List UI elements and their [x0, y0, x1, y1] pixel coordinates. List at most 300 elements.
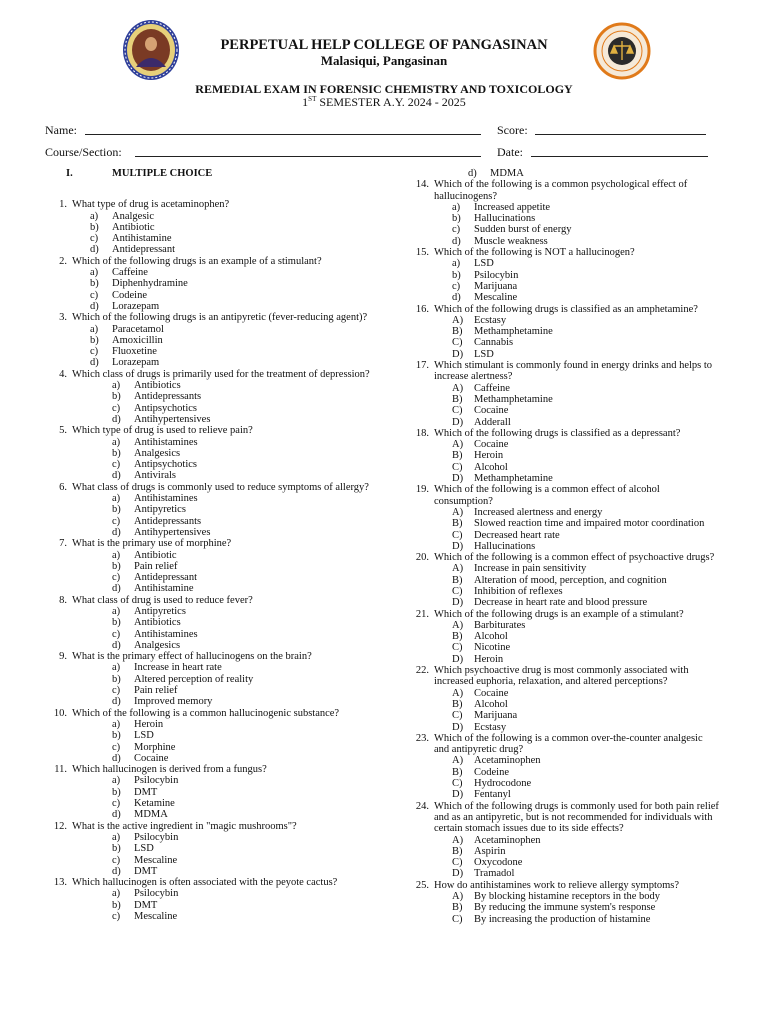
- answer-option[interactable]: [408, 586, 720, 597]
- answer-option[interactable]: [46, 629, 376, 640]
- college-address: Malasiqui, Pangasinan: [320, 53, 448, 68]
- question-number: 21.: [415, 608, 429, 620]
- answer-option[interactable]: [408, 846, 720, 857]
- option-text: Antipsychotics: [134, 402, 197, 414]
- answer-option[interactable]: [46, 504, 376, 515]
- option-letter: a): [112, 718, 121, 730]
- option-text: Nicotine: [474, 642, 511, 654]
- option-letter: D): [452, 789, 464, 801]
- answer-option[interactable]: [408, 394, 720, 405]
- option-letter: c): [112, 572, 121, 584]
- option-letter: a): [112, 605, 121, 617]
- option-text: Lorazepam: [112, 300, 160, 312]
- option-letter: A): [452, 891, 464, 902]
- option-letter: B): [452, 766, 463, 778]
- answer-option[interactable]: [408, 213, 720, 224]
- question-7: [46, 538, 376, 549]
- option-text: Antihypertensives: [134, 413, 211, 425]
- option-letter: d): [112, 526, 121, 538]
- option-text: Paracetamol: [112, 323, 164, 335]
- question-22: [408, 665, 720, 688]
- option-letter: c): [112, 798, 121, 810]
- answer-option[interactable]: [408, 835, 720, 846]
- option-text: Cocaine: [474, 405, 509, 417]
- option-text: By reducing the immune system's response: [474, 902, 656, 914]
- answer-option[interactable]: [408, 563, 720, 574]
- answer-option[interactable]: [408, 891, 720, 902]
- answer-option[interactable]: [408, 767, 720, 778]
- option-letter: c): [112, 911, 121, 922]
- question-text: What type of drug is acetaminophen?: [72, 199, 230, 211]
- answer-option[interactable]: [408, 292, 720, 303]
- answer-option[interactable]: [408, 530, 720, 541]
- question-number: 2.: [59, 255, 67, 267]
- date-label: Date:: [497, 145, 523, 159]
- answer-option[interactable]: [46, 617, 376, 628]
- answer-option[interactable]: [46, 414, 376, 425]
- option-letter: b): [90, 278, 99, 290]
- answer-option[interactable]: [46, 900, 376, 911]
- answer-option[interactable]: [46, 572, 376, 583]
- question-text: What class of drugs is commonly used to reduce symptoms of allergy?: [72, 481, 369, 493]
- option-letter: D): [452, 653, 464, 665]
- option-letter: d): [112, 413, 121, 425]
- option-text: Alcohol: [474, 698, 508, 710]
- question-text: Which of the following drugs is classified as an amphetamine?: [434, 303, 698, 315]
- option-text: Oxycodone: [474, 857, 523, 869]
- answer-option[interactable]: [408, 281, 720, 292]
- answer-option[interactable]: [408, 450, 720, 461]
- answer-option[interactable]: [408, 417, 720, 428]
- option-text: Decrease in heart rate and blood pressure: [474, 597, 648, 609]
- answer-option[interactable]: [408, 620, 720, 631]
- answer-option[interactable]: [46, 719, 376, 730]
- option-text: MDMA: [134, 809, 168, 821]
- answer-option[interactable]: [408, 405, 720, 416]
- answer-option[interactable]: [46, 742, 376, 753]
- option-letter: d): [452, 235, 461, 247]
- answer-option[interactable]: [46, 448, 376, 459]
- answer-option[interactable]: [46, 888, 376, 899]
- option-text: Cannabis: [474, 337, 514, 349]
- answer-option[interactable]: [46, 866, 376, 877]
- option-letter: b): [112, 673, 121, 685]
- answer-option[interactable]: [46, 787, 376, 798]
- answer-option[interactable]: [408, 507, 720, 518]
- answer-option[interactable]: [46, 583, 376, 594]
- option-text: Antihistamine: [112, 233, 172, 245]
- answer-option[interactable]: [408, 462, 720, 473]
- option-text: Antipsychotics: [134, 459, 197, 471]
- option-letter: c): [90, 346, 99, 358]
- question-number: 13.: [53, 877, 67, 889]
- option-letter: a): [90, 210, 99, 222]
- semester-text: SEMESTER A.Y. 2024 - 2025: [316, 95, 466, 109]
- option-text: Increased appetite: [474, 201, 551, 213]
- answer-option[interactable]: [46, 696, 376, 707]
- option-letter: D): [452, 540, 464, 552]
- score-label: Score:: [497, 123, 528, 137]
- carried-option: [408, 168, 720, 179]
- option-text: Heroin: [474, 450, 504, 462]
- option-letter: a): [452, 201, 461, 213]
- answer-option[interactable]: [46, 278, 376, 289]
- question-number: 19.: [415, 484, 429, 496]
- answer-option[interactable]: [46, 459, 376, 470]
- answer-option[interactable]: [46, 911, 376, 922]
- section-number: I.: [66, 168, 73, 179]
- answer-option[interactable]: [46, 662, 376, 673]
- option-letter: c): [112, 628, 121, 640]
- option-text: Acetaminophen: [474, 834, 541, 846]
- question-5: [46, 425, 376, 436]
- option-letter: C): [452, 642, 463, 654]
- option-text: Sudden burst of energy: [474, 224, 572, 236]
- answer-option[interactable]: [46, 798, 376, 809]
- option-text: Antidepressant: [112, 244, 175, 256]
- answer-option[interactable]: [46, 550, 376, 561]
- answer-option[interactable]: [46, 843, 376, 854]
- option-letter: b): [112, 730, 121, 742]
- answer-option[interactable]: [408, 236, 720, 247]
- question-17: [408, 360, 720, 383]
- question-text: Which class of drugs is primarily used for the treatment of depression?: [72, 368, 370, 380]
- question-number: 15.: [415, 247, 429, 259]
- option-text: Antivirals: [134, 470, 176, 482]
- option-text: LSD: [134, 730, 154, 742]
- answer-option[interactable]: [46, 832, 376, 843]
- option-letter: b): [112, 786, 121, 798]
- option-letter: c): [90, 233, 99, 245]
- question-14: [408, 179, 720, 202]
- answer-option[interactable]: [408, 315, 720, 326]
- question-text: Which of the following is NOT a hallucinogen?: [434, 247, 635, 259]
- question-number: 16.: [415, 303, 429, 315]
- answer-option[interactable]: [46, 493, 376, 504]
- answer-option[interactable]: [408, 224, 720, 235]
- answer-option[interactable]: [46, 527, 376, 538]
- college-name: PERPETUAL HELP COLLEGE OF PANGASINAN: [220, 37, 548, 53]
- option-letter: c): [452, 224, 461, 236]
- question-number: 3.: [59, 312, 67, 324]
- answer-option[interactable]: [46, 674, 376, 685]
- question-20: [408, 552, 720, 563]
- answer-option[interactable]: [46, 753, 376, 764]
- option-letter: a): [112, 888, 121, 900]
- option-letter: A): [452, 755, 464, 767]
- answer-option[interactable]: [408, 631, 720, 642]
- option-letter: d): [112, 696, 121, 708]
- option-letter: C): [452, 778, 463, 790]
- option-letter: d): [468, 168, 477, 179]
- option-letter: c): [112, 741, 121, 753]
- option-text: DMT: [134, 899, 158, 911]
- option-text: Antidepressants: [134, 391, 202, 403]
- option-text: MDMA: [490, 168, 524, 179]
- answer-option[interactable]: [408, 383, 720, 394]
- option-letter: b): [112, 391, 121, 403]
- answer-option[interactable]: [408, 710, 720, 721]
- answer-option[interactable]: [46, 775, 376, 786]
- option-letter: C): [452, 857, 463, 869]
- option-text: Ketamine: [134, 798, 175, 810]
- answer-option[interactable]: [408, 258, 720, 269]
- option-text: Antihistamines: [134, 628, 198, 640]
- option-letter: b): [112, 504, 121, 516]
- answer-option[interactable]: [408, 868, 720, 879]
- option-text: Codeine: [474, 766, 509, 778]
- answer-option[interactable]: [408, 778, 720, 789]
- option-text: Slowed reaction time and impaired motor coordination: [474, 518, 705, 530]
- section-title: MULTIPLE CHOICE: [112, 168, 213, 179]
- option-text: Cocaine: [474, 687, 509, 699]
- answer-option[interactable]: [408, 914, 720, 925]
- answer-option[interactable]: [46, 324, 376, 335]
- option-text: Fentanyl: [474, 789, 511, 801]
- option-text: Inhibition of reflexes: [474, 585, 563, 597]
- answer-option[interactable]: [46, 301, 376, 312]
- answer-option[interactable]: [46, 222, 376, 233]
- score-field[interactable]: [535, 134, 706, 135]
- option-text: Antipyretics: [134, 605, 186, 617]
- name-field[interactable]: [85, 134, 481, 135]
- option-letter: b): [112, 899, 121, 911]
- answer-option[interactable]: [408, 642, 720, 653]
- option-letter: d): [90, 244, 99, 256]
- answer-option[interactable]: [46, 290, 376, 301]
- option-letter: d): [90, 357, 99, 369]
- question-10: [46, 708, 376, 719]
- question-text: What is the active ingredient in "magic mushrooms"?: [72, 820, 297, 832]
- question-text: Which psychoactive drug is most commonly associated with increased euphoria, relaxation, and altered perceptions?: [434, 665, 689, 688]
- answer-option[interactable]: [408, 202, 720, 213]
- semester-number: 1: [302, 95, 309, 109]
- option-text: Adderall: [474, 416, 511, 428]
- option-text: Increase in pain sensitivity: [474, 563, 587, 575]
- option-letter: b): [112, 447, 121, 459]
- option-letter: a): [112, 831, 121, 843]
- option-letter: d): [112, 639, 121, 651]
- answer-option[interactable]: [46, 233, 376, 244]
- question-number: 9.: [59, 651, 67, 663]
- option-text: LSD: [474, 258, 494, 270]
- answer-option[interactable]: [408, 688, 720, 699]
- option-letter: a): [112, 493, 121, 505]
- option-text: Decreased heart rate: [474, 529, 560, 541]
- answer-option[interactable]: [408, 337, 720, 348]
- option-text: Psilocybin: [134, 888, 179, 900]
- right-column: [408, 168, 720, 925]
- question-9: [46, 651, 376, 662]
- option-text: Antihistamine: [134, 583, 194, 595]
- question-text: Which of the following drugs is classified as a depressant?: [434, 427, 681, 439]
- answer-option[interactable]: [46, 403, 376, 414]
- answer-option[interactable]: [408, 439, 720, 450]
- option-letter: B): [452, 450, 463, 462]
- answer-option[interactable]: [46, 357, 376, 368]
- answer-option[interactable]: [46, 855, 376, 866]
- option-text: Hydrocodone: [474, 778, 532, 790]
- question-18: [408, 428, 720, 439]
- option-text: Lorazepam: [112, 357, 160, 369]
- option-letter: b): [112, 560, 121, 572]
- question-15: [408, 247, 720, 258]
- answer-option[interactable]: [46, 437, 376, 448]
- question-2: [46, 256, 376, 267]
- option-letter: A): [452, 382, 464, 394]
- date-field[interactable]: [531, 156, 708, 157]
- option-text: Analgesics: [134, 447, 181, 459]
- course-section-field[interactable]: [135, 156, 481, 157]
- option-text: Increased alertness and energy: [474, 506, 603, 518]
- answer-option[interactable]: [408, 654, 720, 665]
- option-text: DMT: [134, 786, 158, 798]
- answer-option[interactable]: [46, 380, 376, 391]
- answer-option[interactable]: [408, 326, 720, 337]
- answer-option[interactable]: [46, 335, 376, 346]
- answer-option[interactable]: [408, 541, 720, 552]
- option-text: Ecstasy: [474, 314, 507, 326]
- answer-option[interactable]: [408, 597, 720, 608]
- question-text: Which of the following drugs is an antipyretic (fever-reducing agent)?: [72, 312, 368, 324]
- question-number: 1.: [59, 199, 67, 211]
- left-column: [46, 168, 376, 922]
- option-letter: d): [112, 752, 121, 764]
- option-text: Ecstasy: [474, 721, 507, 733]
- question-23: [408, 733, 720, 756]
- answer-option[interactable]: [408, 755, 720, 766]
- option-text: Alteration of mood, perception, and cognition: [474, 574, 667, 586]
- answer-option[interactable]: [46, 606, 376, 617]
- question-number: 22.: [415, 665, 429, 677]
- answer-option[interactable]: [46, 809, 376, 820]
- answer-option[interactable]: [408, 575, 720, 586]
- option-letter: b): [90, 334, 99, 346]
- answer-option[interactable]: [408, 857, 720, 868]
- option-text: Amoxicillin: [112, 334, 163, 346]
- answer-option[interactable]: [46, 640, 376, 651]
- answer-option[interactable]: [408, 473, 720, 484]
- option-letter: A): [452, 563, 464, 575]
- question-text: Which of the following is a common effect of psychoactive drugs?: [434, 552, 715, 564]
- answer-option[interactable]: [46, 516, 376, 527]
- answer-option[interactable]: [46, 470, 376, 481]
- option-letter: c): [112, 402, 121, 414]
- option-text: Alcohol: [474, 461, 508, 473]
- answer-option[interactable]: [46, 685, 376, 696]
- option-text: LSD: [474, 348, 494, 360]
- option-text: Methamphetamine: [474, 473, 553, 485]
- answer-option[interactable]: [408, 699, 720, 710]
- option-letter: a): [112, 549, 121, 561]
- question-4: [46, 369, 376, 380]
- option-letter: C): [452, 405, 463, 417]
- answer-option[interactable]: [46, 211, 376, 222]
- option-letter: C): [452, 337, 463, 349]
- option-letter: D): [452, 868, 464, 880]
- answer-option[interactable]: [408, 270, 720, 281]
- option-text: Psilocybin: [134, 831, 179, 843]
- option-text: Antibiotics: [134, 617, 181, 629]
- option-text: Acetaminophen: [474, 755, 541, 767]
- answer-option[interactable]: [46, 561, 376, 572]
- option-letter: B): [452, 326, 463, 338]
- option-letter: B): [452, 698, 463, 710]
- option-letter: d): [112, 809, 121, 821]
- option-letter: A): [452, 687, 464, 699]
- option-letter: B): [452, 902, 463, 914]
- option-text: Muscle weakness: [474, 235, 548, 247]
- question-number: 5.: [59, 425, 67, 437]
- option-text: Pain relief: [134, 685, 178, 697]
- question-text: What is the primary use of morphine?: [72, 538, 232, 550]
- answer-option[interactable]: [408, 518, 720, 529]
- option-text: Mescaline: [474, 292, 518, 304]
- option-text: DMT: [134, 865, 158, 877]
- answer-option[interactable]: [408, 902, 720, 913]
- answer-option[interactable]: [408, 722, 720, 733]
- option-letter: c): [452, 280, 461, 292]
- option-text: Diphenhydramine: [112, 278, 188, 290]
- option-letter: C): [452, 710, 463, 722]
- option-letter: d): [112, 470, 121, 482]
- answer-option[interactable]: [46, 391, 376, 402]
- answer-option[interactable]: [408, 349, 720, 360]
- option-text: Antibiotic: [134, 549, 177, 561]
- question-13: [46, 877, 376, 888]
- question-number: 10.: [53, 707, 67, 719]
- question-number: 12.: [53, 820, 67, 832]
- name-label: Name:: [45, 123, 77, 137]
- option-letter: B): [452, 845, 463, 857]
- question-number: 4.: [59, 368, 67, 380]
- answer-option[interactable]: [46, 346, 376, 357]
- option-letter: b): [452, 213, 461, 225]
- question-19: [408, 484, 720, 507]
- question-number: 23.: [415, 732, 429, 744]
- option-letter: d): [452, 292, 461, 304]
- question-25: [408, 880, 720, 891]
- option-text: Antihypertensives: [134, 526, 211, 538]
- option-text: Heroin: [134, 718, 164, 730]
- option-letter: b): [452, 269, 461, 281]
- answer-option[interactable]: [46, 730, 376, 741]
- option-text: Antihistamines: [134, 436, 198, 448]
- question-number: 20.: [415, 552, 429, 564]
- option-letter: A): [452, 314, 464, 326]
- answer-option[interactable]: [408, 789, 720, 800]
- option-letter: A): [452, 619, 464, 631]
- option-letter: c): [112, 854, 121, 866]
- question-3: [46, 312, 376, 323]
- option-letter: D): [452, 473, 464, 485]
- option-text: Cocaine: [134, 752, 169, 764]
- option-letter: B): [452, 393, 463, 405]
- option-letter: b): [112, 617, 121, 629]
- question-text: Which of the following drugs is commonly used for both pain relief and as an antipyretic, but is not recommended for individuals with certain stomach issues due to its side effects?: [434, 800, 719, 835]
- question-12: [46, 821, 376, 832]
- option-text: Codeine: [112, 289, 147, 301]
- answer-option[interactable]: [46, 267, 376, 278]
- option-letter: a): [112, 436, 121, 448]
- option-text: Antidepressant: [134, 572, 197, 584]
- option-letter: a): [112, 380, 121, 392]
- option-text: Hallucinations: [474, 213, 536, 225]
- answer-option[interactable]: [46, 244, 376, 255]
- question-text: Which of the following is a common effect of alcohol consumption?: [434, 484, 660, 507]
- option-letter: C): [452, 529, 463, 541]
- option-letter: D): [452, 721, 464, 733]
